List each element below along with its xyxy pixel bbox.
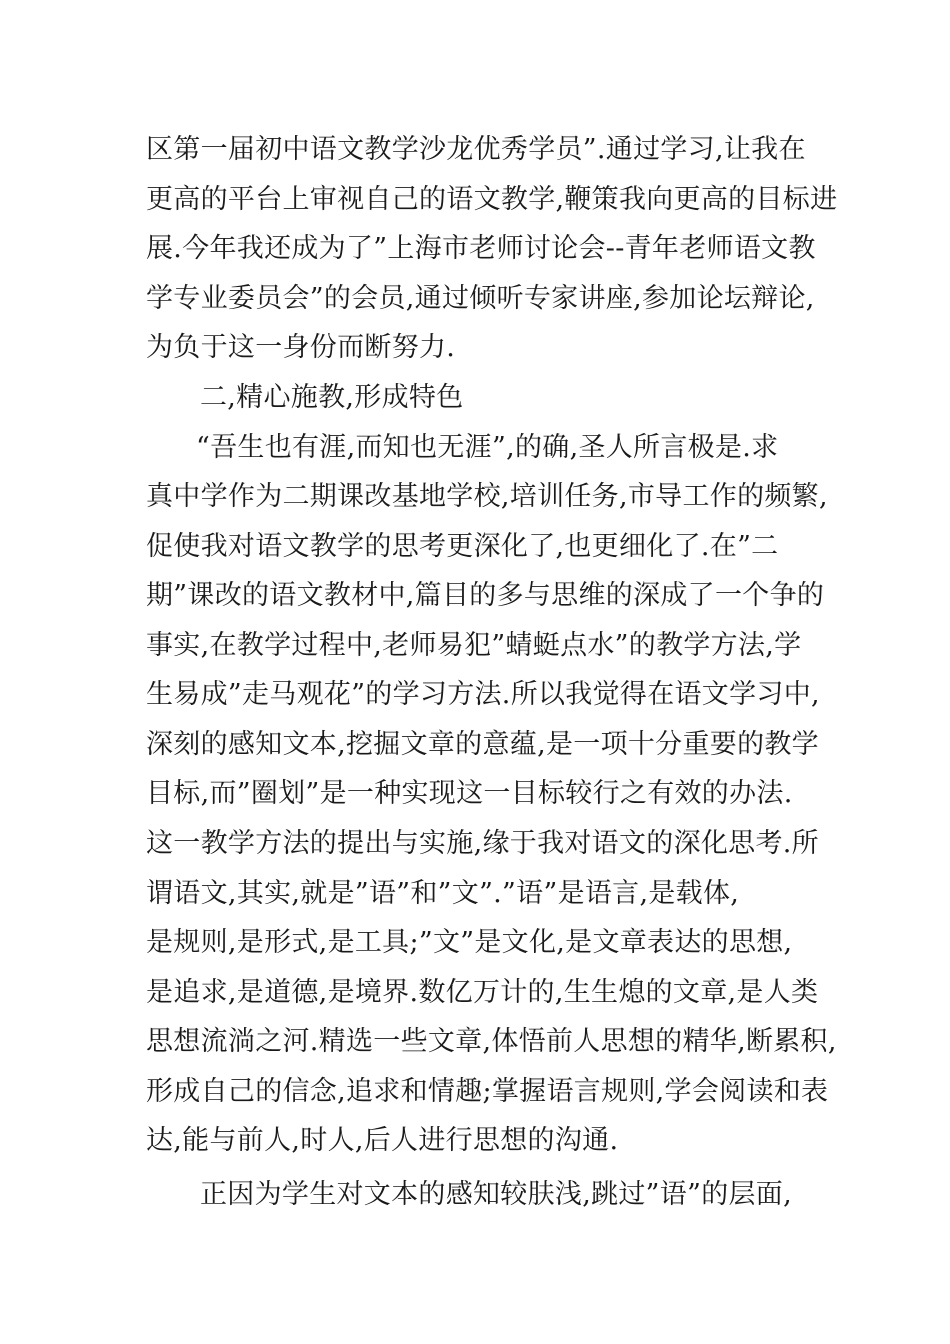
section-heading: 二,精心施教,形成特色 <box>200 382 464 413</box>
text-line: 达,能与前人,时人,后人进行思想的沟通. <box>146 1125 619 1156</box>
text-line: 生易成”走马观花”的学习方法.所以我觉得在语文学习中, <box>146 679 820 710</box>
text-line: “吾生也有涯,而知也无涯”,的确,圣人所言极是.求 <box>196 432 779 463</box>
text-line: 区第一届初中语文教学沙龙优秀学员”.通过学习,让我在 <box>146 134 806 165</box>
text-line: 真中学作为二期课改基地学校,培训任务,市导工作的频繁, <box>146 481 828 512</box>
text-line: 展.今年我还成为了”上海市老师讨论会--青年老师语文教 <box>146 233 816 264</box>
text-line: 思想流淌之河.精选一些文章,体悟前人思想的精华,断累积, <box>146 1026 837 1057</box>
text-line: 更高的平台上审视自己的语文教学,鞭策我向更高的目标进 <box>146 184 838 215</box>
text-line: 期”课改的语文教材中,篇目的多与思维的深成了一个争的 <box>146 580 825 611</box>
text-line: 形成自己的信念,追求和情趣;掌握语言规则,学会阅读和表 <box>146 1076 829 1107</box>
text-line: 学专业委员会”的会员,通过倾听专家讲座,参加论坛辩论, <box>146 283 815 314</box>
text-line: 是规则,是形式,是工具;”文”是文化,是文章表达的思想, <box>146 927 793 958</box>
text-line: 是追求,是道德,是境界.数亿万计的,生生熄的文章,是人类 <box>146 977 819 1008</box>
text-line: 为负于这一身份而断努力. <box>146 332 456 363</box>
text-line: 正因为学生对文本的感知较肤浅,跳过”语”的层面, <box>200 1179 792 1210</box>
text-line: 目标,而”圈划”是一种实现这一目标较行之有效的办法. <box>146 778 793 809</box>
text-line: 这一教学方法的提出与实施,缘于我对语文的深化思考.所 <box>146 828 819 859</box>
text-line: 事实,在教学过程中,老师易犯”蜻蜓点水”的教学方法,学 <box>146 630 802 661</box>
text-line: 谓语文,其实,就是”语”和”文”.”语”是语言,是载体, <box>146 878 740 909</box>
text-line: 深刻的感知文本,挖掘文章的意蕴,是一项十分重要的教学 <box>146 729 819 760</box>
text-line: 促使我对语文教学的思考更深化了,也更细化了.在”二 <box>146 531 779 562</box>
